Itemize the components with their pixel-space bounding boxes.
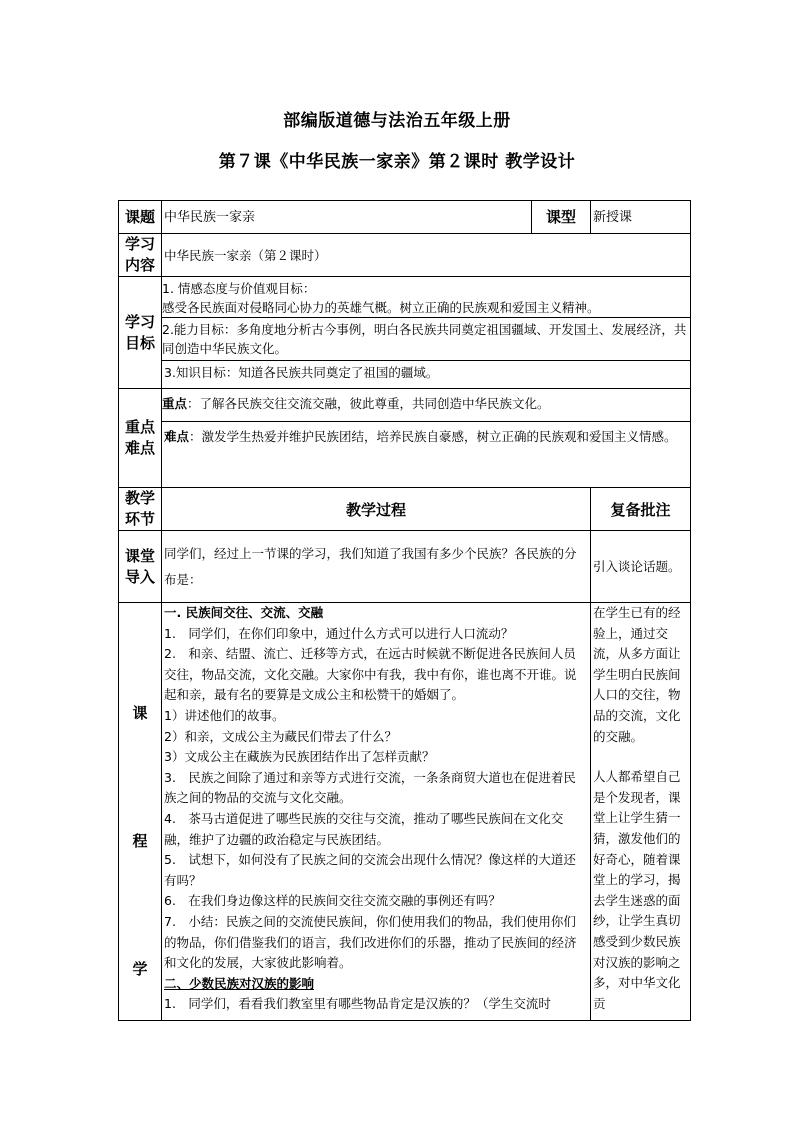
goals-content: [162, 277, 691, 389]
goal-1-text: 感受各民族面对侵略同心协力的英雄气概。树立正确的民族观和爱国主义精神。: [162, 300, 600, 315]
notes-header: 复备批注: [591, 488, 691, 531]
key-points-content: [162, 389, 691, 488]
process-line-4: 2）和亲，文成公主为藏民们带去了什么？: [164, 728, 397, 744]
intro-label: 课堂导入: [119, 531, 162, 603]
process-notes: [591, 603, 691, 1021]
key-point-text: ：了解各民族交往交流交融，彼此尊重，共同创造中华民族文化。: [187, 396, 550, 411]
process-label: [119, 603, 162, 1021]
key-points-label: 重点难点: [119, 389, 162, 488]
goals-row: [119, 277, 691, 389]
process-row: [119, 603, 691, 1021]
section-1-heading: 一. 民族间交往、交流、交融: [164, 605, 324, 620]
intro-note: 引入谈论话题。: [591, 531, 691, 603]
difficulty-prefix: 难点: [164, 429, 190, 444]
intro-text: 同学们，经过上一节课的学习，我们知道了我国有多少个民族？各民族的分布是：: [162, 531, 591, 603]
topic-row: [119, 201, 691, 234]
content-row: [119, 234, 691, 277]
lesson-type-value: 新授课: [591, 201, 691, 234]
goal-1-heading: 1. 情感态度与价值观目标：: [162, 281, 316, 296]
goal-3-text: 3.知识目标：知道各民族共同奠定了祖国的疆域。: [164, 365, 439, 380]
teaching-stage-label: 教学环节: [119, 488, 162, 531]
lesson-plan-table: [118, 200, 691, 1021]
process-line-2: 2. 和亲、结盟、流亡、迁移等方式，在远古时候就不断促进各民族间人员交往，物品交流，文化交融。大家你中有我，我中有你，谁也离不开谁。说起和亲，最有名的要算是文成公主和松赞干的婚姻了。: [164, 646, 577, 703]
key-point-prefix: 重点: [162, 396, 188, 411]
key-points-row: [119, 389, 691, 488]
topic-value: 中华民族一家亲: [162, 201, 532, 234]
intro-row: [119, 531, 691, 603]
process-label-char-3: 学: [132, 960, 148, 978]
process-line-11: 1. 同学们，看看我们教室里有哪些物品肯定是汉族的？（学生交流时: [164, 996, 551, 1012]
content-value: 中华民族一家亲（第２课时）: [162, 234, 691, 277]
content-label: 学习内容: [119, 234, 162, 277]
topic-label: 课题: [119, 201, 162, 234]
process-content: [162, 603, 591, 1021]
process-line-8: 5. 试想下，如何没有了民族之间的交流会出现什么情况？像这样的大道还有吗？: [164, 852, 576, 888]
teaching-process-header: 教学过程: [162, 488, 591, 531]
process-line-6: 3. 民族之间除了通过和亲等方式进行交流，一条条商贸大道也在促进着民族之间的物品的交流与文化交融。: [164, 769, 576, 806]
process-line-10: 7. 小结：民族之间的交流使民族间，你们使用我们的物品，我们使用你们的物品，你们借鉴我们的语言，我们改进你们的乐器，推动了民族间的经济和文化的发展，大家彼此影响着。: [164, 913, 577, 971]
section-2-heading: 二、少数民族对汉族的影响: [164, 975, 315, 991]
process-line-5: 3）文成公主在藏族为民族团结作出了怎样贡献？: [164, 749, 435, 765]
lesson-type-label: 课型: [532, 201, 591, 234]
process-note-1: 在学生已有的经验上，通过交流，从多方面让学生明白民族间人口的交往，物品的交流，文化的交融。: [593, 605, 681, 744]
difficulty-text: ：激发学生热爱并维护民族团结，培养民族自豪感，树立正确的民族观和爱国主义情感。: [189, 429, 677, 444]
goals-label: 学习目标: [119, 277, 162, 389]
process-line-1: 1. 同学们，在你们印象中，通过什么方式可以进行人口流动？: [164, 625, 514, 641]
goal-2-text: 2.能力目标：多角度地分析古今事例，明白各民族共同奠定祖国疆域、开发国土、发展经济，共同创造中华民族文化。: [162, 318, 691, 361]
process-line-9: 6. 在我们身边像这样的民族间交往交流交融的事例还有吗？: [164, 893, 501, 909]
process-line-7: 4. 茶马古道促进了哪些民族的交往与交流，推动了哪些民族间在文化交融，维护了边疆的政治稳定与民族团结。: [164, 810, 564, 847]
process-label-char-1: 课: [132, 704, 148, 722]
process-line-3: 1）讲述他们的故事。: [164, 707, 285, 723]
process-note-2: 人人都希望自己是个发现者，课堂上让学生猜一猜，激发他们的好奇心，随着课堂上的学习，揭去学生迷惑的面纱，让学生真切感受到少数民族对汉族的影响之多，对中华文化贡: [593, 769, 681, 1011]
process-header-row: [119, 488, 691, 531]
document-subtitle: 第７课《中华民族一家亲》第２课时 教学设计: [218, 152, 576, 172]
document-title: 部编版道德与法治五年级上册: [283, 111, 511, 131]
process-label-char-2: 程: [132, 832, 148, 850]
